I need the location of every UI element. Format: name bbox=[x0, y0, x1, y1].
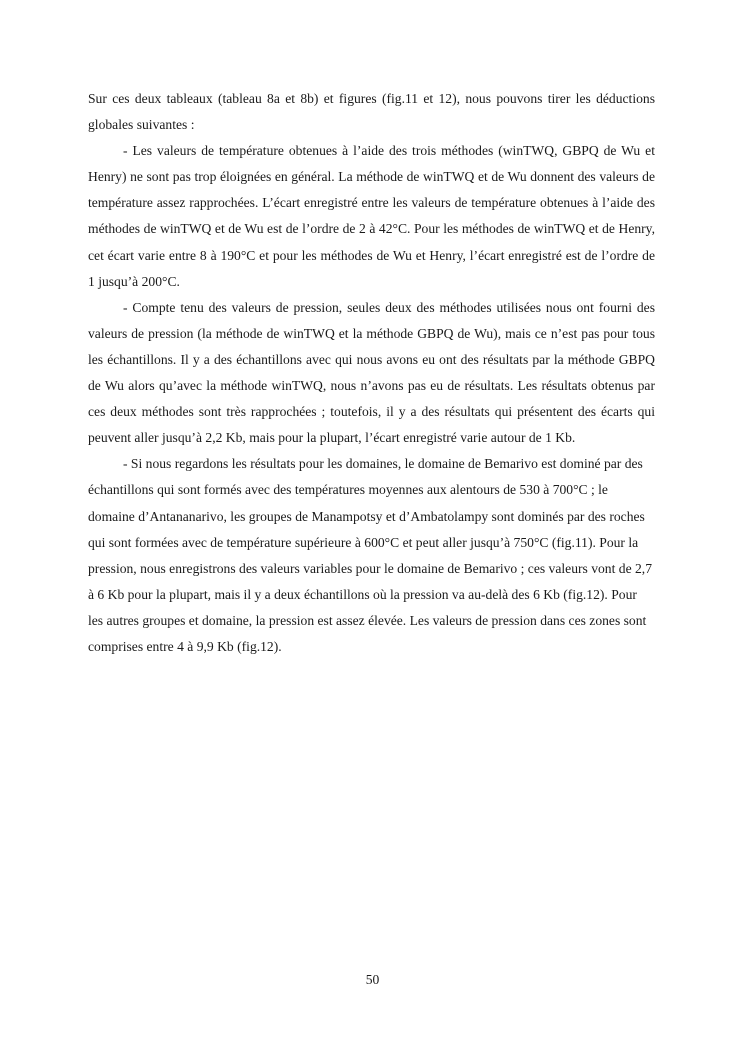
body-text bbox=[88, 86, 655, 660]
paragraph-pressure: - Compte tenu des valeurs de pression, seules deux des méthodes utilisées nous ont fourni des valeurs de pression (la méthode de winTWQ et la méthode GBPQ de Wu), mais ce n’est pas pour tous les échantillons. Il y a des échantillons avec qui nous avons eu ont des résultats par la méthode GBPQ de Wu alors qu’avec la méthode winTWQ, nous n’avons pas eu de résultats. Les résultats obtenus par ces deux méthodes sont très rapprochées ; toutefois, il y a des résultats qui présentent des écarts qui peuvent aller jusqu’à 2,2 Kb, mais pour la plupart, l’écart enregistré varie autour de 1 Kb. bbox=[88, 299, 655, 446]
page-number: 50 bbox=[365, 972, 380, 987]
paragraph-domains: - Si nous regardons les résultats pour les domaines, le domaine de Bemarivo est dominé par des échantillons qui sont formés avec des températures moyennes aux alentours de 530 à 700°C ; le domaine d’Antananarivo, les groupes de Manampotsy et d’Ambatolampy sont dominés par des roches qui sont formées avec de température supérieure à 600°C et peut aller jusqu’à 750°C (fig.11). Pour la pression, nous enregistrons des valeurs variables pour le domaine de Bemarivo ; ces valeurs vont de 2,7 à 6 Kb pour la plupart, mais il y a deux échantillons où la pression va au-delà des 6 Kb (fig.12). Pour les autres groupes et domaine, la pression est assez élevée. Les valeurs de pression dans ces zones sont comprises entre 4 à 9,9 Kb (fig.12). bbox=[88, 456, 652, 654]
paragraph-temperature: - Les valeurs de température obtenues à l’aide des trois méthodes (winTWQ, GBPQ de Wu et Henry) ne sont pas trop éloignées en général. La méthode de winTWQ et de Wu donnent des valeurs de température assez rapprochées. L’écart enregistré entre les valeurs de température obtenues à l’aide des méthodes de winTWQ et de Wu est de l’ordre de 2 à 42°C. Pour les méthodes de winTWQ et de Henry, cet écart varie entre 8 à 190°C et pour les méthodes de Wu et Henry, l’écart enregistré est de l’ordre de 1 jusqu’à 200°C. bbox=[88, 143, 655, 289]
paragraph-intro: Sur ces deux tableaux (tableau 8a et 8b) et figures (fig.11 et 12), nous pouvons tirer les déductions globales suivantes : bbox=[88, 91, 655, 133]
